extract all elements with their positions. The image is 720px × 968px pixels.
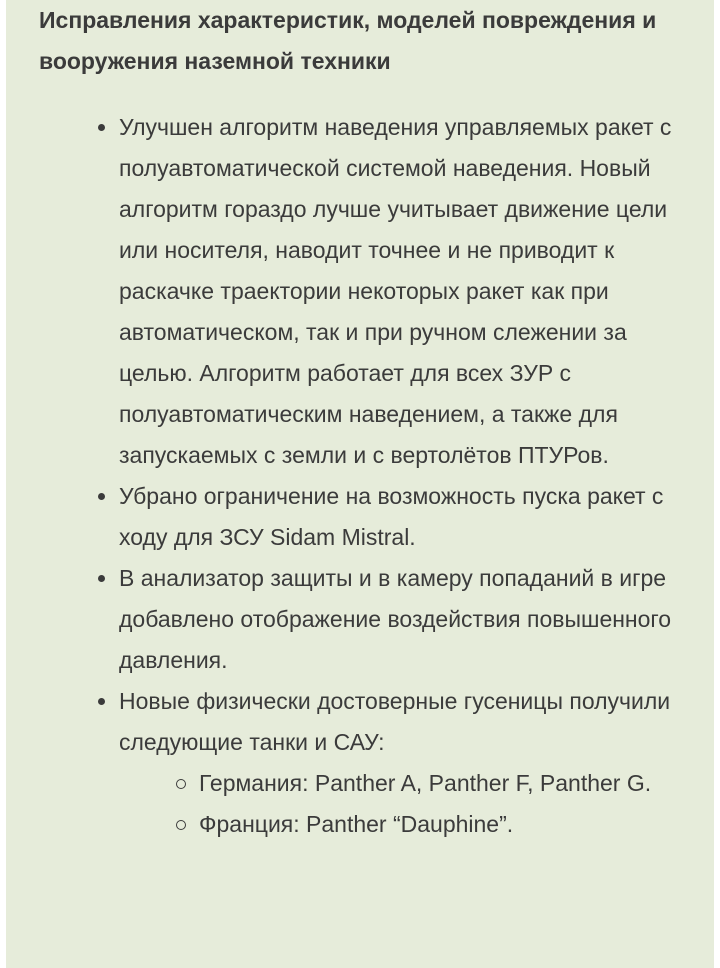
nested-list-item-text: Германия: Panther A, Panther F, Panther G. [199,770,652,796]
list-item [6,476,714,558]
list-item-text: Новые физически достоверные гусеницы получили следующие танки и САУ: [119,688,671,755]
changelog-section [6,0,714,968]
list-item [6,681,714,845]
circle-bullet-icon [176,779,186,789]
nested-list [119,763,684,845]
changes-list [6,107,714,845]
list-item-text: В анализатор защиты и в камеру попаданий в игре добавлено отображение воздействия повышенного давления. [119,565,672,673]
bullet-icon [98,493,105,500]
nested-list-item-text: Франция: Panther “Dauphine”. [199,811,514,837]
circle-bullet-icon [176,820,186,830]
list-item [6,558,714,681]
bullet-icon [98,124,105,131]
nested-list-item [119,804,684,845]
section-title: Исправления характеристик, моделей повреждения и вооружения наземной техники [39,7,657,74]
list-item-text: Убрано ограничение на возможность пуска ракет с ходу для ЗСУ Sidam Mistral. [119,483,664,550]
bullet-icon [98,698,105,705]
list-item [6,107,714,476]
list-item-text: Улучшен алгоритм наведения управляемых ракет с полуавтоматической системой наведения. Новый алгоритм гораздо лучше учитывает движение цели или носителя, наводит точнее и не приводит к раскачке траектории некоторых ракет как при автоматическом, так и при ручном слежении за целью. Алгоритм работает для всех ЗУР с полуавтоматическим наведением, а также для запускаемых с земли и с вертолётов ПТУРов. [119,114,672,468]
nested-list-item [119,763,684,804]
bullet-icon [98,575,105,582]
